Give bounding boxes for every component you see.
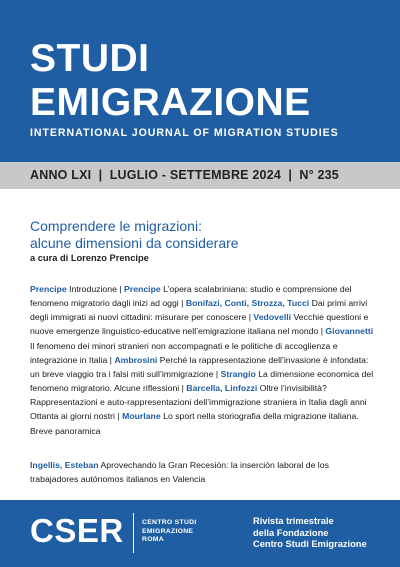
extra-article-title: Aprovechando la Gran Recesión: la inserción laboral de los trabajadores autónomos italianos en Valencia xyxy=(30,460,329,485)
theme-title xyxy=(30,218,370,252)
center-name xyxy=(142,519,197,545)
toc-title: La dimensione economica del fenomeno migratorio. Alcune riflessioni | xyxy=(30,368,374,394)
publisher-line2: della Fondazione xyxy=(253,527,329,538)
toc-title: Introduzione | xyxy=(66,284,125,294)
footer-band xyxy=(0,500,400,567)
logo-divider xyxy=(133,513,134,553)
toc-title: Il fenomeno dei minori stranieri non accompagnati e le politiche di accoglienza e integrazione in Italia | xyxy=(30,340,338,365)
toc-title: Perché la rappresentazione dell’invasione è infondata: un breve viaggio tra i falsi miti sull’immigrazione | xyxy=(30,354,369,379)
center-name-line3: ROMA xyxy=(142,536,164,543)
toc-title: Vecchie questioni e nuove emergenze linguistico-educative nell’emigrazione italiana nel mondo | xyxy=(30,312,369,337)
toc-author: Prencipe xyxy=(30,284,67,294)
journal-subtitle: INTERNATIONAL JOURNAL OF MIGRATION STUDIES xyxy=(30,127,339,139)
toc-author: Ambrosini xyxy=(114,354,158,365)
curator: a cura di Lorenzo Prencipe xyxy=(30,253,149,263)
publisher-info xyxy=(253,516,367,551)
journal-title-line1: STUDI xyxy=(30,37,150,80)
theme-title-line2: alcune dimensioni da considerare xyxy=(30,235,239,251)
toc-author: Bonifazi, Conti, Strozza, Tucci xyxy=(185,298,310,309)
publisher-line3: Centro Studi Emigrazione xyxy=(253,539,367,549)
toc-author: Barcella, Linfozzi xyxy=(186,383,258,394)
publisher-line1: Rivista trimestrale xyxy=(253,516,334,526)
header-band xyxy=(0,0,400,162)
toc-title: L’opera scalabriniana: studio e comprensione del fenomeno migratorio dagli inizi ad oggi | xyxy=(30,284,352,309)
theme-title-line1: Comprendere le migrazioni: xyxy=(30,218,202,234)
toc-author: Strangio xyxy=(220,368,256,379)
toc-author: Prencipe xyxy=(124,284,161,294)
toc-author: Mourlane xyxy=(122,411,161,422)
toc-title: Lo sport nella storiografia della migrazione italiana. Breve panoramica xyxy=(30,411,359,436)
extra-article xyxy=(30,458,375,486)
toc-title: Dai primi arrivi degli immigrati ai nuovi cittadini: misurare per conoscere | xyxy=(30,298,368,323)
extra-article-author: Ingellis, Esteban xyxy=(30,460,99,470)
issue-info: ANNO LXI | LUGLIO - SETTEMBRE 2024 | N° 235 xyxy=(30,168,339,182)
toc-title: Oltre l’invisibilità? Rappresentazioni e auto-rappresentazioni dell’immigrazione straniera in Italia dagli anni Ottanta ai giorni nostri | xyxy=(30,383,367,422)
center-name-line2: EMIGRAZIONE xyxy=(142,527,194,535)
journal-title-line2: EMIGRAZIONE xyxy=(30,81,311,124)
toc-author: Giovannetti xyxy=(325,326,374,337)
table-of-contents xyxy=(30,282,375,438)
issue-band xyxy=(0,162,400,189)
cser-logo: CSER xyxy=(30,512,124,549)
toc-entry xyxy=(30,284,124,294)
center-name-line1: CENTRO STUDI xyxy=(142,519,197,526)
toc-author: Vedovelli xyxy=(253,312,292,323)
